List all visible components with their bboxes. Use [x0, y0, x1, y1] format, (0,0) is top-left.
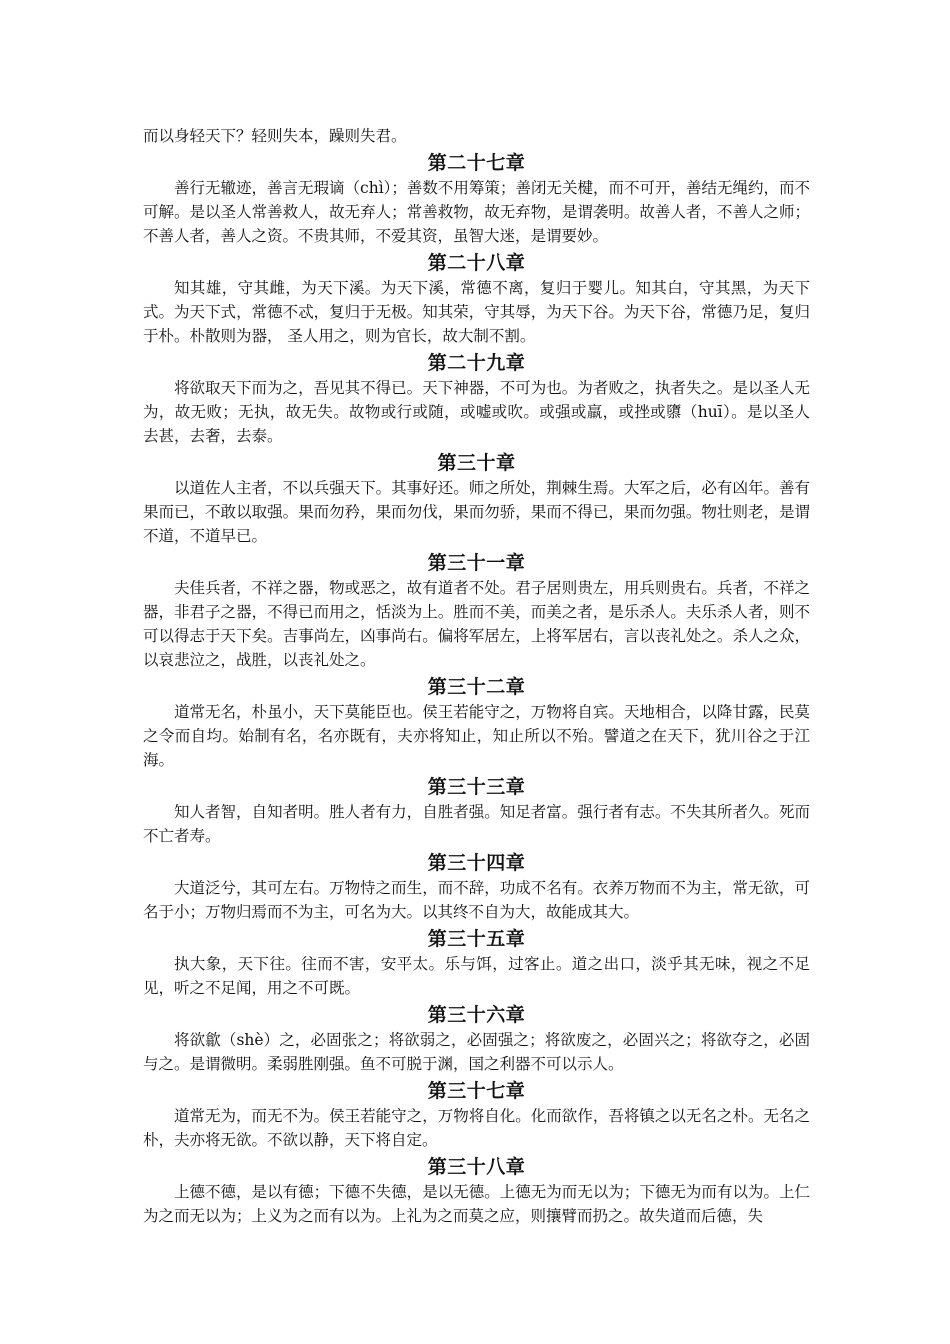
chapter-35-text: 执大象，天下往。往而不害，安平太。乐与饵，过客止。道之出口，淡乎其无味，视之不足见，听之不足闻，用之不可既。 [143, 955, 810, 997]
chapter-31-text: 夫佳兵者，不祥之器，物或恶之，故有道者不处。君子居则贵左，用兵则贵右。兵者，不祥之器，非君子之器，不得已而用之，恬淡为上。胜而不美，而美之者，是乐杀人。夫乐杀人者，则不可以得志于天下矣。吉事尚左，凶事尚右。偏将军居左，上将军居右，言以丧礼处之。杀人之众，以哀悲泣之，战胜，以丧礼处之。 [143, 579, 810, 669]
chapter-27-text: 善行无辙迹，善言无瑕谪（chì）；善数不用筹策；善闭无关楗，而不可开，善结无绳约，而不可解。是以圣人常善救人，故无弃人；常善救物，故无弃物，是谓袭明。故善人者，不善人之师；不善人者，善人之资。不贵其师，不爱其资，虽智大迷，是谓要妙。 [143, 179, 810, 245]
chapter-37-text: 道常无为，而无不为。侯王若能守之，万物将自化。化而欲作，吾将镇之以无名之朴。无名之朴，夫亦将无欲。不欲以静，天下将自定。 [143, 1107, 810, 1149]
chapter-35-title: 第三十五章 [427, 928, 526, 950]
chapter-34-title: 第三十四章 [427, 852, 526, 874]
chapter-36-text: 将欲歙（shè）之，必固张之；将欲弱之，必固强之；将欲废之，必固兴之；将欲夺之，必固与之。是谓微明。柔弱胜刚强。鱼不可脱于渊，国之利器不可以示人。 [143, 1031, 810, 1073]
chapter-38-title: 第三十八章 [427, 1156, 526, 1178]
chapter-29-text: 将欲取天下而为之，吾见其不得已。天下神器，不可为也。为者败之，执者失之。是以圣人无为，故无败；无执，故无失。故物或行或随，或嘘或吹。或强或羸，或挫或隳（huī）。是以圣人去甚，去奢，去泰。 [143, 379, 810, 445]
document-page [143, 124, 810, 1228]
chapter-28-title: 第二十八章 [427, 252, 526, 274]
chapter-30-title: 第三十章 [437, 452, 516, 474]
chapter-30-text: 以道佐人主者，不以兵强天下。其事好还。师之所处，荆棘生焉。大军之后，必有凶年。善有果而已，不敢以取强。果而勿矜，果而勿伐，果而勿骄，果而不得已，果而勿强。物壮则老，是谓不道，不道早已。 [143, 479, 810, 545]
chapter-34-text: 大道泛兮，其可左右。万物恃之而生，而不辞，功成不名有。衣养万物而不为主，常无欲，可名于小；万物归焉而不为主，可名为大。以其终不自为大，故能成其大。 [143, 879, 810, 921]
chapter-28-text: 知其雄，守其雌，为天下溪。为天下溪，常德不离，复归于婴儿。知其白，守其黑，为天下式。为天下式，常德不忒，复归于无极。知其荣，守其辱，为天下谷。为天下谷，常德乃足，复归于朴。朴散则为器， 圣人用之，则为官长，故大制不割。 [143, 279, 810, 345]
intro-paragraph: 而以身轻天下？轻则失本，躁则失君。 [143, 127, 407, 145]
chapter-27-title: 第二十七章 [427, 152, 526, 174]
chapter-29-title: 第二十九章 [427, 352, 526, 374]
chapter-33-title: 第三十三章 [427, 776, 526, 798]
chapter-33-text: 知人者智，自知者明。胜人者有力，自胜者强。知足者富。强行者有志。不失其所者久。死而不亡者寿。 [143, 803, 810, 845]
chapter-31-title: 第三十一章 [427, 552, 526, 574]
chapter-32-title: 第三十二章 [427, 676, 526, 698]
chapter-38-text: 上德不德，是以有德；下德不失德，是以无德。上德无为而无以为；下德无为而有以为。上仁为之而无以为；上义为之而有以为。上礼为之而莫之应，则攘臂而扔之。故失道而后德，失 [143, 1183, 810, 1225]
chapter-32-text: 道常无名，朴虽小，天下莫能臣也。侯王若能守之，万物将自宾。天地相合，以降甘露，民莫之令而自均。始制有名，名亦既有，夫亦将知止，知止所以不殆。譬道之在天下，犹川谷之于江海。 [143, 703, 810, 769]
chapter-37-title: 第三十七章 [427, 1080, 526, 1102]
chapter-36-title: 第三十六章 [427, 1004, 526, 1026]
